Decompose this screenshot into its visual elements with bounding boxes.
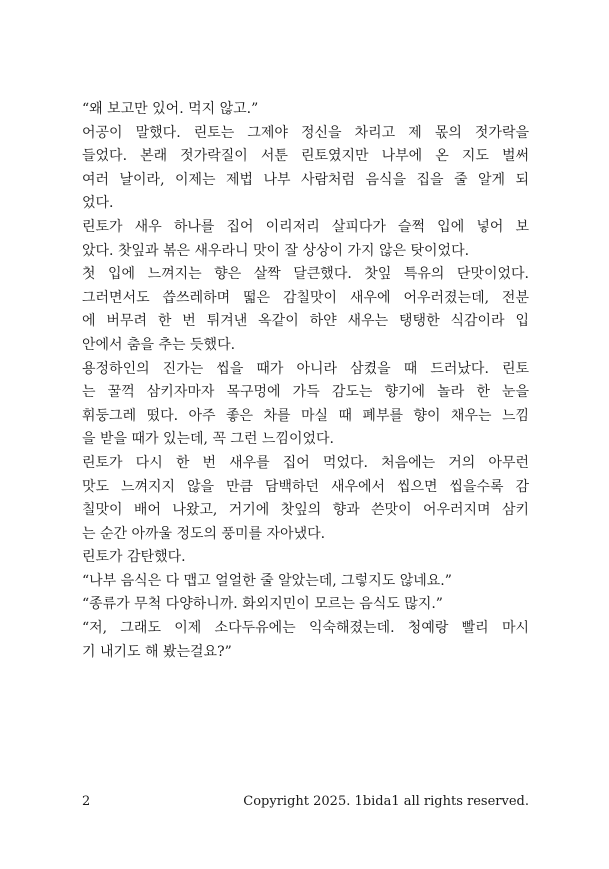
text-line: 기 내기도 해 봤는걸요?”: [82, 643, 232, 660]
text-line: 칠맛이 배어 나왔고, 거기에 찻잎의 향과 쓴맛이 어우러지며 삼키: [82, 502, 529, 519]
text-line: 어공이 말했다. 린토는 그제야 정신을 차리고 제 몫의 젓가락을: [82, 124, 529, 141]
text-line: “저, 그래도 이제 소다두유에는 익숙해졌는데. 청예랑 빨리 마시: [82, 620, 529, 637]
text-line: 휘둥그레 떴다. 아주 좋은 차를 마실 때 폐부를 향이 채우는 느낌: [82, 407, 529, 424]
text-line: 린토가 감탄했다.: [82, 549, 186, 566]
text-line: 는 순간 아까울 정도의 풍미를 자아냈다.: [82, 525, 326, 542]
text-line: 안에서 춤을 추는 듯했다.: [82, 336, 236, 353]
text-line: 맛도 느껴지지 않을 만큼 담백하던 새우에서 씹으면 씹을수록 감: [82, 478, 529, 495]
body-text: [82, 98, 529, 664]
text-line: 그러면서도 씁쓰레하며 떫은 감칠맛이 새우에 어우러졌는데, 전분: [82, 289, 529, 306]
text-line: “나부 음식은 다 맵고 얼얼한 줄 알았는데, 그렇지도 않네요.”: [82, 572, 452, 589]
text-line: “종류가 무척 다양하니까. 화외지민이 모르는 음식도 많지.”: [82, 596, 443, 613]
text-line: 린토가 다시 한 번 새우를 집어 먹었다. 처음에는 거의 아무런: [82, 454, 529, 471]
text-line: 에 버무려 한 번 튀겨낸 옥같이 하얀 새우는 탱탱한 식감이라 입: [82, 313, 529, 330]
text-line: 들었다. 본래 젓가락질이 서툰 린토였지만 나부에 온 지도 벌써: [82, 148, 529, 165]
text-line: 여러 날이라, 이제는 제법 나부 사람처럼 음식을 집을 줄 알게 되: [82, 171, 529, 188]
page-number: 2: [82, 794, 91, 809]
text-line: 는 꿀꺽 삼키자마자 목구멍에 가득 감도는 향기에 놀라 한 눈을: [82, 384, 529, 401]
copyright-notice: Copyright 2025. 1bida1 all rights reserved.: [243, 794, 529, 809]
text-line: 린토가 새우 하나를 집어 이리저리 살피다가 슬쩍 입에 넣어 보: [82, 218, 529, 235]
text-line: 았다. 찻잎과 볶은 새우라니 맛이 잘 상상이 가지 않은 탓이었다.: [82, 242, 470, 259]
text-line: “왜 보고만 있어. 먹지 않고.”: [82, 101, 259, 117]
text-line: 용정하인의 진가는 씹을 때가 아니라 삼켰을 때 드러났다. 린토: [82, 360, 529, 377]
text-line: 었다.: [82, 195, 114, 212]
page-footer: [82, 792, 529, 812]
text-line: 첫 입에 느껴지는 향은 살짝 달큰했다. 찻잎 특유의 단맛이었다.: [82, 266, 529, 283]
text-line: 을 받을 때가 있는데, 꼭 그런 느낌이었다.: [82, 431, 334, 448]
